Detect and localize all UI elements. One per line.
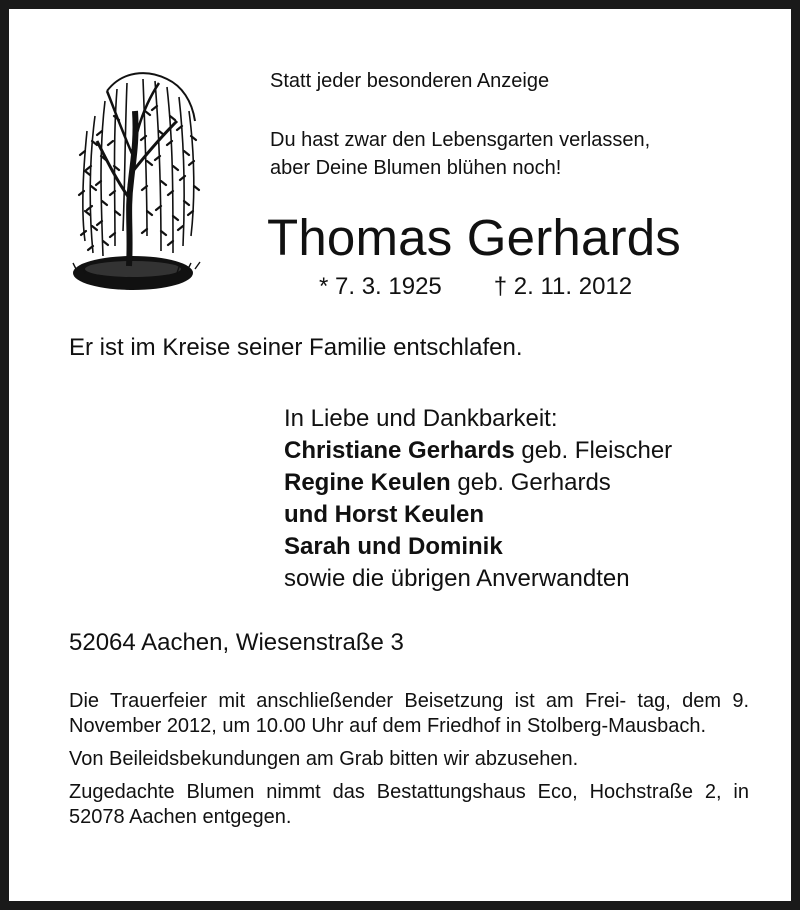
mourners-block	[284, 403, 672, 595]
mourners-heading: In Liebe und Dankbarkeit:	[284, 405, 558, 432]
mourner-4: Sarah und Dominik	[284, 533, 503, 560]
mourner-2	[284, 467, 672, 499]
mourner-2-name: Regine Keulen	[284, 469, 451, 496]
life-dates	[319, 271, 632, 303]
quote-line-2: aber Deine Blumen blühen noch!	[270, 157, 562, 179]
birth-date: * 7. 3. 1925	[319, 273, 442, 300]
weeping-willow-icon	[67, 61, 207, 301]
death-statement: Er ist im Kreise seiner Familie entschlafen.	[69, 334, 523, 361]
mourner-1	[284, 435, 672, 467]
relatives-line: sowie die übrigen Anverwandten	[284, 565, 630, 592]
memorial-quote	[270, 126, 650, 182]
family-address: 52064 Aachen, Wiesenstraße 3	[69, 629, 404, 656]
deceased-name: Thomas Gerhards	[267, 209, 681, 266]
death-date: † 2. 11. 2012	[493, 273, 633, 300]
ceremony-note: Die Trauerfeier mit anschließender Beisetzung ist am Frei- tag, dem 9. November 2012, um 10.00 Uhr auf dem Friedhof in Stolberg-Mausbach.	[69, 690, 749, 737]
mourner-3: und Horst Keulen	[284, 501, 485, 528]
funeral-notes	[69, 689, 749, 838]
mourner-1-name: Christiane Gerhards	[284, 437, 515, 464]
mourner-1-suffix: geb. Fleischer	[514, 437, 673, 464]
flowers-note: Zugedachte Blumen nimmt das Bestattungshaus Eco, Hochstraße 2, in 52078 Aachen entgegen.	[69, 781, 749, 828]
mourner-2-suffix: geb. Gerhards	[450, 469, 611, 496]
condolences-note: Von Beileidsbekundungen am Grab bitten wir abzusehen.	[69, 748, 579, 770]
quote-line-1: Du hast zwar den Lebensgarten verlassen,	[270, 129, 651, 151]
notice-intro: Statt jeder besonderen Anzeige	[270, 70, 550, 92]
